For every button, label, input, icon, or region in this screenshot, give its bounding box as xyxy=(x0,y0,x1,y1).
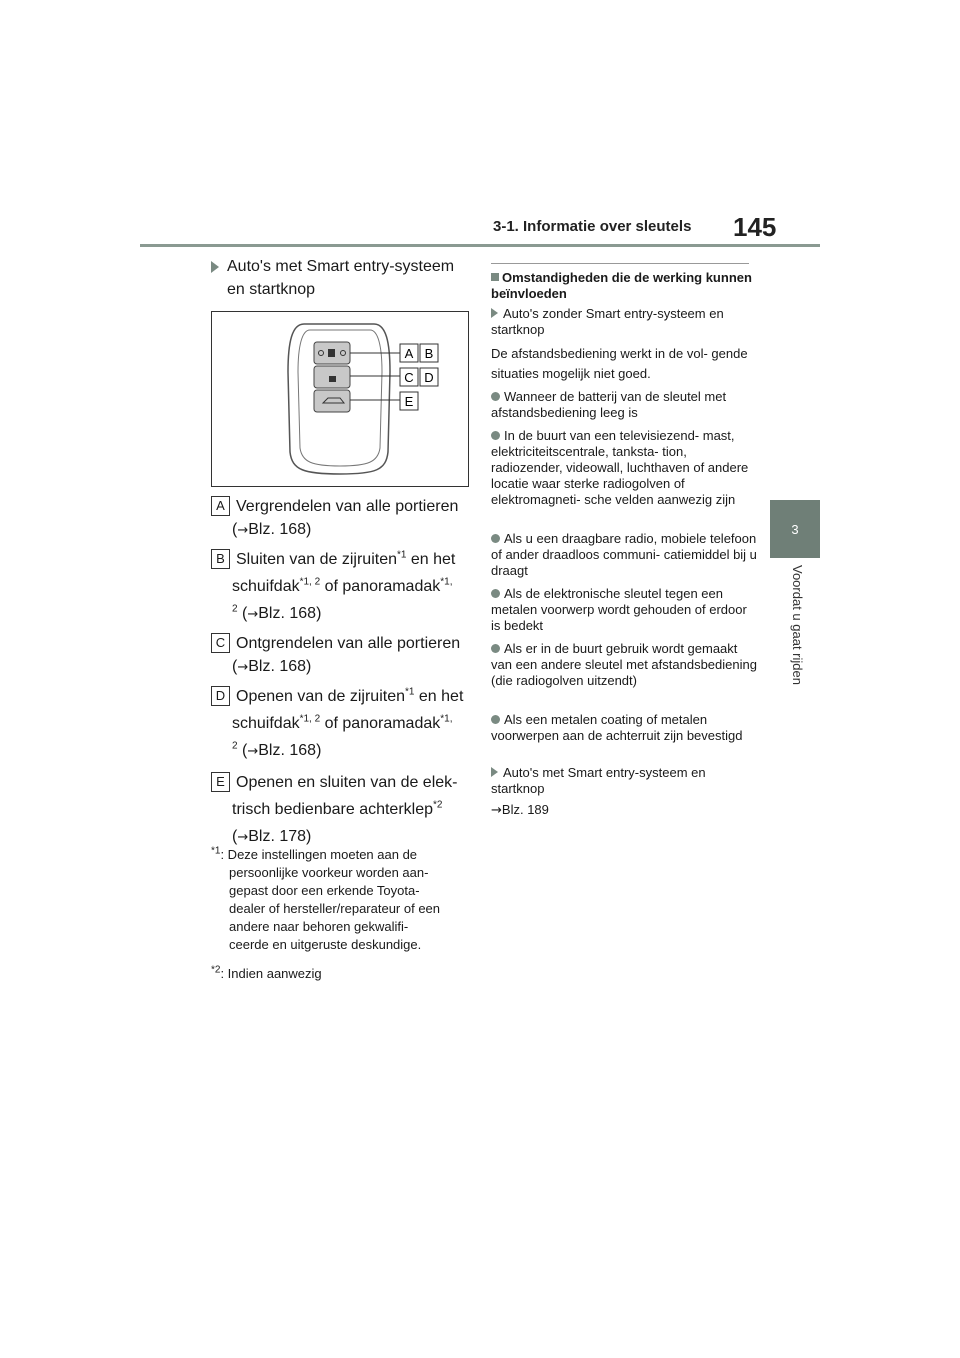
header-divider xyxy=(140,244,820,247)
item-e: E Openen en sluiten van de elek- trisch bedienbare achterklep$^{*2}$ (→Blz. 178) xyxy=(211,769,481,851)
page-reference: →Blz. 189 xyxy=(491,802,549,818)
bullet-6: Als een metalen coating of metalen voorwerpen aan de achterruit zijn bevestigd xyxy=(491,712,743,743)
intro-heading: Auto's met Smart entry-systeem en startknop xyxy=(211,255,471,301)
bullet-4: Als de elektronische sleutel tegen een metalen voorwerp wordt gehouden of erdoor is bedekt xyxy=(491,586,747,633)
dot-bullet-icon xyxy=(491,715,500,724)
dot-bullet-icon xyxy=(491,644,500,653)
bullet-5: Als er in de buurt gebruik wordt gemaakt van een andere sleutel met afstandsbediening (die radiogolven uitzendt) xyxy=(491,641,757,688)
callout-a: A xyxy=(211,496,230,516)
dot-bullet-icon xyxy=(491,392,500,401)
right-divider xyxy=(491,263,749,264)
smart-key-illustration xyxy=(212,312,468,486)
right-subheading-1: Auto's zonder Smart entry-systeem en startknop xyxy=(491,306,724,337)
callout-b: B xyxy=(211,549,230,569)
figure-label-c: C xyxy=(404,370,414,385)
triangle-bullet-icon xyxy=(491,308,498,318)
item-a: A Vergrendelen van alle portieren (→Blz. 168) xyxy=(211,495,471,542)
bullet-3: Als u een draagbare radio, mobiele telefoon of ander draadloos communi- catiemiddel bij u draagt xyxy=(491,531,757,578)
figure-label-a: A xyxy=(404,346,414,361)
callout-e: E xyxy=(211,772,230,792)
bullet-2: In de buurt van een televisiezend- mast, elektriciteitscentrale, tanksta- tion, radiozender, videowall, luchthaven of andere locatie waar sterke radiogolven of elektromagneti- sche velden aanwezig zijn xyxy=(491,428,749,507)
item-c: C Ontgrendelen van alle portieren (→Blz. 168) xyxy=(211,632,471,679)
dot-bullet-icon xyxy=(491,431,500,440)
square-bullet-icon xyxy=(491,273,499,281)
chapter-title: Voordat u gaat rijden xyxy=(790,565,805,685)
right-subheading-2: Auto's met Smart entry-systeem en startknop xyxy=(491,765,706,796)
figure-label-d: D xyxy=(424,370,434,385)
section-title: 3-1. Informatie over sleutels xyxy=(493,218,692,235)
item-d: D Openen van de zijruiten$^{*1}$ en het schuifdak$^{*1, 2}$ of panoramadak$^{*1,}$ $^2$ (→Blz. 168) xyxy=(211,683,481,765)
callout-c: C xyxy=(211,633,230,653)
triangle-bullet-icon xyxy=(491,767,498,777)
callout-d: D xyxy=(211,686,230,706)
page-number: 145 xyxy=(733,212,777,242)
chapter-tab xyxy=(770,500,820,558)
chapter-number: 3 xyxy=(791,521,799,537)
figure-label-e: E xyxy=(404,394,414,409)
item-b: B Sluiten van de zijruiten$^{*1}$ en het schuifdak$^{*1, 2}$ of panoramadak$^{*1,}$ $^2$ (→Blz. 168) xyxy=(211,546,481,628)
dot-bullet-icon xyxy=(491,534,500,543)
right-heading: Omstandigheden die de werking kunnen beïnvloeden xyxy=(491,270,752,301)
bullet-1: Wanneer de batterij van de sleutel met afstandsbediening leeg is xyxy=(491,389,727,420)
figure-label-b: B xyxy=(424,346,434,361)
right-paragraph: De afstandsbediening werkt in de vol- gende situaties mogelijk niet goed. xyxy=(491,346,748,381)
triangle-bullet-icon xyxy=(211,261,219,273)
footnote-2: $^{*2}$: Indien aanwezig xyxy=(211,964,322,981)
key-figure xyxy=(211,311,469,487)
dot-bullet-icon xyxy=(491,589,500,598)
intro-line: Auto's met Smart entry-systeem xyxy=(227,258,455,275)
footnote-1: $^{*1}$: Deze instellingen moeten aan de persoonlijke voorkeur worden aan- gepast door een erkende Toyota- dealer of hersteller/reparateur of een andere naar behoren gekwalifi- ceerde en uitgeruste deskundige. xyxy=(211,845,441,952)
